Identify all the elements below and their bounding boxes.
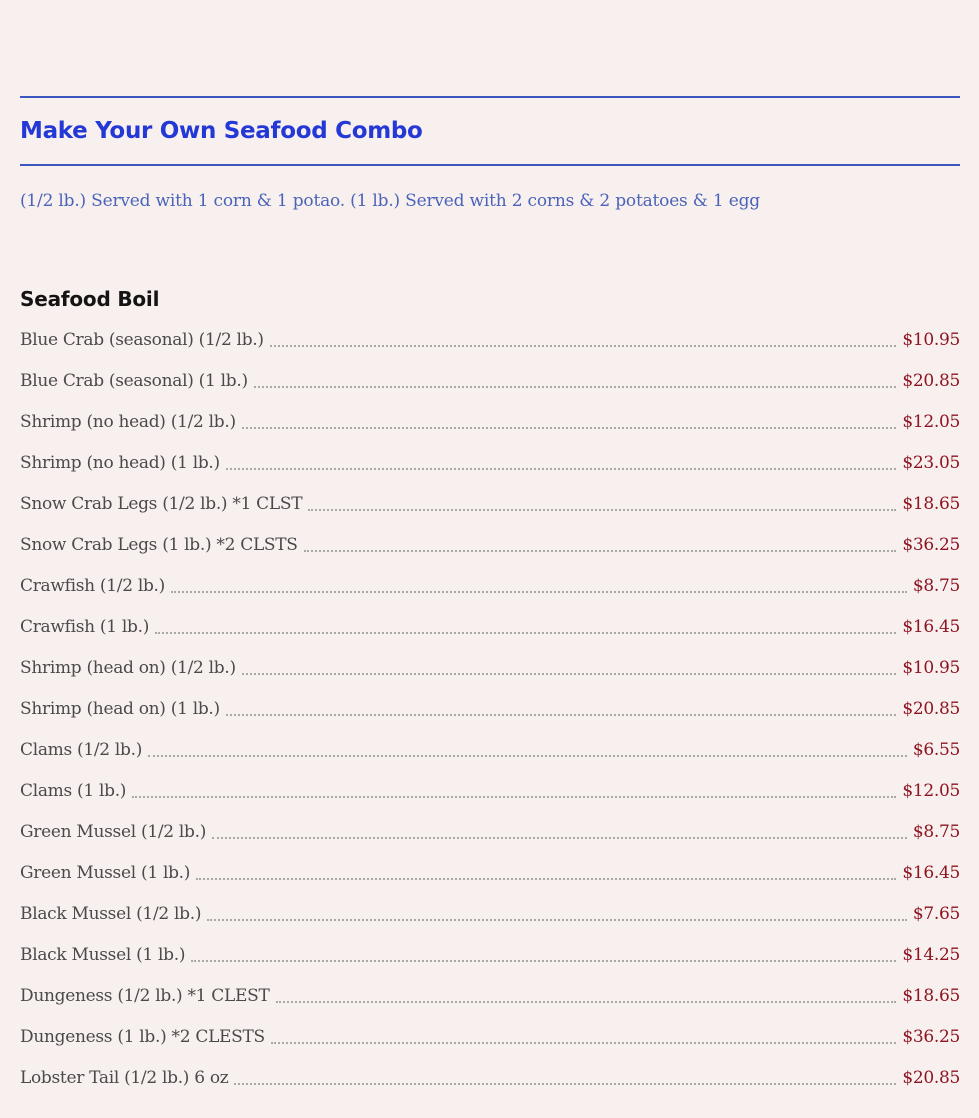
item-name: Green Mussel (1 lb.) bbox=[20, 863, 191, 883]
item-price: $18.65 bbox=[902, 986, 960, 1006]
item-price: $12.05 bbox=[902, 781, 960, 801]
dot-leader bbox=[308, 509, 896, 511]
item-name: Blue Crab (seasonal) (1/2 lb.) bbox=[20, 330, 264, 350]
item-price: $10.95 bbox=[902, 330, 960, 350]
item-name: Crawfish (1/2 lb.) bbox=[20, 576, 165, 596]
item-price: $18.65 bbox=[902, 494, 960, 514]
item-price: $20.85 bbox=[902, 371, 960, 391]
dot-leader bbox=[304, 550, 897, 552]
item-name: Shrimp (no head) (1/2 lb.) bbox=[20, 412, 236, 432]
item-name: Black Mussel (1 lb.) bbox=[20, 945, 186, 965]
dot-leader bbox=[155, 632, 896, 634]
dot-leader bbox=[271, 1042, 896, 1044]
dot-leader bbox=[171, 591, 907, 593]
menu-item bbox=[20, 650, 960, 691]
menu-item bbox=[20, 363, 960, 404]
menu-item bbox=[20, 896, 960, 937]
dot-leader bbox=[234, 1083, 896, 1085]
item-price: $10.95 bbox=[902, 658, 960, 678]
item-name: Clams (1/2 lb.) bbox=[20, 740, 143, 760]
section-subtitle: (1/2 lb.) Served with 1 corn & 1 potao. (1 lb.) Served with 2 corns & 2 potatoes & 1 egg bbox=[20, 191, 760, 211]
item-price: $14.25 bbox=[902, 945, 960, 965]
menu-item bbox=[20, 937, 960, 978]
group-title: Seafood Boil bbox=[20, 287, 160, 311]
dot-leader bbox=[270, 345, 897, 347]
menu-item bbox=[20, 855, 960, 896]
menu-item bbox=[20, 978, 960, 1019]
section-title: Make Your Own Seafood Combo bbox=[20, 118, 423, 144]
menu-item bbox=[20, 609, 960, 650]
menu-list bbox=[20, 322, 960, 1101]
item-name: Blue Crab (seasonal) (1 lb.) bbox=[20, 371, 248, 391]
menu-page bbox=[20, 0, 960, 1088]
item-name: Dungeness (1/2 lb.) *1 CLEST bbox=[20, 986, 270, 1006]
item-price: $36.25 bbox=[902, 535, 960, 555]
item-name: Shrimp (head on) (1 lb.) bbox=[20, 699, 220, 719]
dot-leader bbox=[148, 755, 907, 757]
item-price: $8.75 bbox=[912, 576, 960, 596]
menu-item bbox=[20, 322, 960, 363]
menu-item bbox=[20, 404, 960, 445]
item-name: Green Mussel (1/2 lb.) bbox=[20, 822, 207, 842]
item-name: Crawfish (1 lb.) bbox=[20, 617, 150, 637]
item-price: $20.85 bbox=[902, 699, 960, 719]
menu-item bbox=[20, 691, 960, 732]
menu-item bbox=[20, 527, 960, 568]
dot-leader bbox=[191, 960, 896, 962]
item-price: $20.85 bbox=[902, 1068, 960, 1088]
item-price: $16.45 bbox=[902, 863, 960, 883]
dot-leader bbox=[276, 1001, 897, 1003]
menu-item bbox=[20, 486, 960, 527]
item-name: Black Mussel (1/2 lb.) bbox=[20, 904, 202, 924]
dot-leader bbox=[226, 468, 896, 470]
item-name: Dungeness (1 lb.) *2 CLESTS bbox=[20, 1027, 265, 1047]
item-price: $8.75 bbox=[912, 822, 960, 842]
item-name: Lobster Tail (1/2 lb.) 6 oz bbox=[20, 1068, 229, 1088]
menu-item bbox=[20, 814, 960, 855]
menu-item bbox=[20, 773, 960, 814]
item-name: Shrimp (head on) (1/2 lb.) bbox=[20, 658, 236, 678]
item-name: Clams (1 lb.) bbox=[20, 781, 127, 801]
dot-leader bbox=[254, 386, 897, 388]
dot-leader bbox=[242, 427, 897, 429]
dot-leader bbox=[196, 878, 896, 880]
dot-leader bbox=[226, 714, 896, 716]
item-name: Shrimp (no head) (1 lb.) bbox=[20, 453, 220, 473]
item-price: $7.65 bbox=[912, 904, 960, 924]
menu-item bbox=[20, 732, 960, 773]
item-price: $36.25 bbox=[902, 1027, 960, 1047]
item-name: Snow Crab Legs (1 lb.) *2 CLSTS bbox=[20, 535, 298, 555]
dot-leader bbox=[242, 673, 897, 675]
item-name: Snow Crab Legs (1/2 lb.) *1 CLST bbox=[20, 494, 303, 514]
menu-item bbox=[20, 1019, 960, 1060]
item-price: $12.05 bbox=[902, 412, 960, 432]
menu-item bbox=[20, 568, 960, 609]
dot-leader bbox=[132, 796, 896, 798]
dot-leader bbox=[207, 919, 907, 921]
menu-item bbox=[20, 1060, 960, 1101]
item-price: $23.05 bbox=[902, 453, 960, 473]
item-price: $16.45 bbox=[902, 617, 960, 637]
menu-item bbox=[20, 445, 960, 486]
item-price: $6.55 bbox=[912, 740, 960, 760]
dot-leader bbox=[212, 837, 907, 839]
